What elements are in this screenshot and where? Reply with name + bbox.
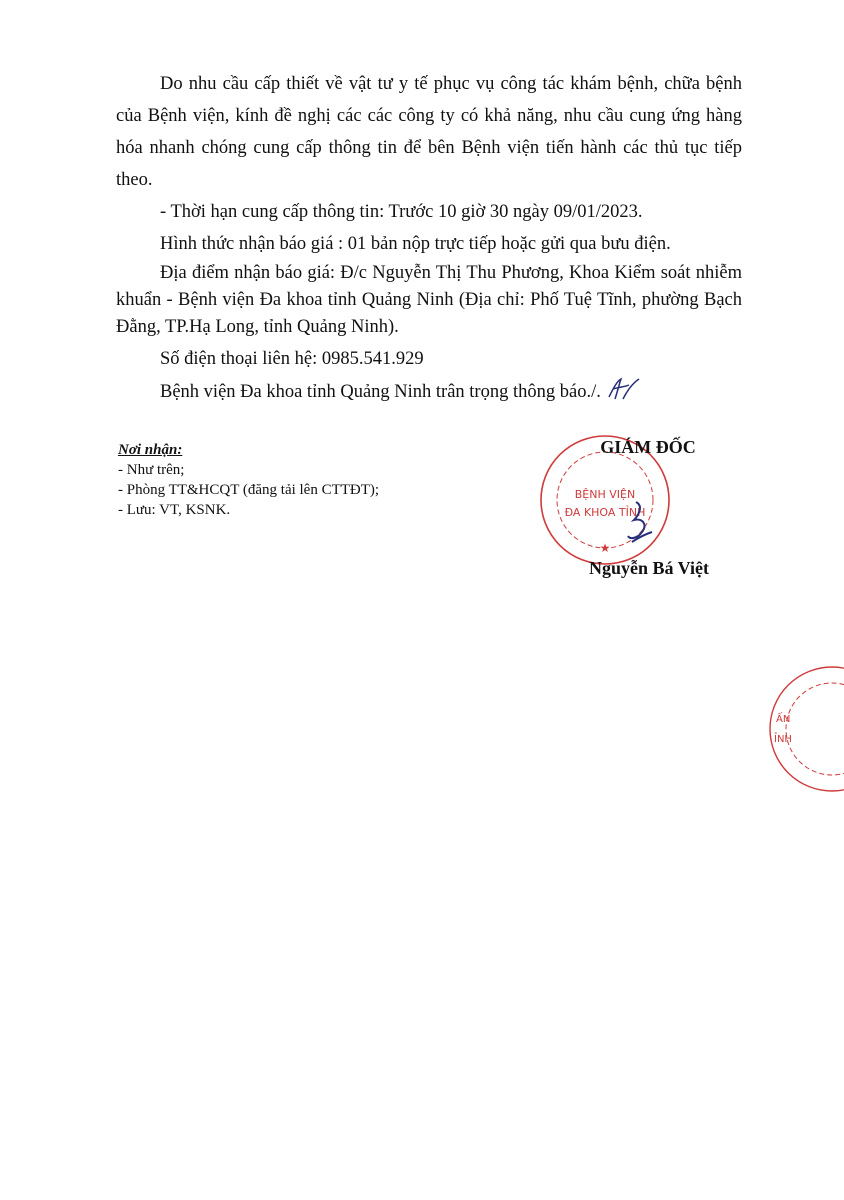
- edge-red-stamp: [764, 664, 844, 794]
- paragraph-submission-method: Hình thức nhận báo giá : 01 bản nộp trực tiếp hoặc gửi qua bưu điện.: [160, 234, 671, 254]
- recipient-item-3: - Lưu: VT, KSNK.: [118, 502, 231, 518]
- stamp-star-icon: ★: [599, 541, 611, 555]
- paragraph-phone: Số điện thoại liên hệ: 0985.541.929: [160, 349, 424, 369]
- paragraph-submission-location: Địa điểm nhận báo giá: Đ/c Nguyễn Thị Thu Phương, Khoa Kiểm soát nhiễm khuẩn - Bệnh viện Đa khoa tỉnh Quảng Ninh (Địa chỉ: Phố Tuệ Tĩnh, phường Bạch Đằng, TP.Hạ Long, tỉnh Quảng Ninh).: [116, 263, 742, 337]
- letter-body: [116, 68, 742, 408]
- recipients-block: [118, 440, 379, 520]
- recipient-item-2: - Phòng TT&HCQT (đăng tải lên CTTĐT);: [118, 482, 380, 498]
- director-signature-icon: [618, 498, 658, 548]
- initial-signature-mark: [603, 375, 643, 403]
- recipient-item-1: - Như trên;: [118, 462, 185, 478]
- closing-text: Bệnh viện Đa khoa tỉnh Quảng Ninh trân trọng thông báo./.: [160, 382, 601, 402]
- stamp-line-2: ĐA KHOA TỈNH: [564, 506, 646, 519]
- paragraph-closing: [116, 375, 742, 408]
- signatory-title: GIÁM ĐỐC: [600, 437, 696, 457]
- edge-stamp-line-2: ỈNH: [774, 734, 792, 745]
- recipients-title: Nơi nhận:: [118, 442, 183, 458]
- signatory-name: Nguyễn Bá Việt: [588, 558, 709, 578]
- paragraph-request: Do nhu cầu cấp thiết về vật tư y tế phục vụ công tác khám bệnh, chữa bệnh của Bệnh viện, kính đề nghị các các công ty có khả năng, nhu cầu cung ứng hàng hóa nhanh chóng cung cấp thông tin để bên Bệnh viện tiến hành các thủ tục tiếp theo.: [116, 74, 742, 190]
- paragraph-deadline: - Thời hạn cung cấp thông tin: Trước 10 giờ 30 ngày 09/01/2023.: [160, 202, 643, 222]
- stamp-line-1: BỆNH VIỆN: [574, 488, 636, 501]
- edge-stamp-line-1: ẤN: [776, 714, 791, 725]
